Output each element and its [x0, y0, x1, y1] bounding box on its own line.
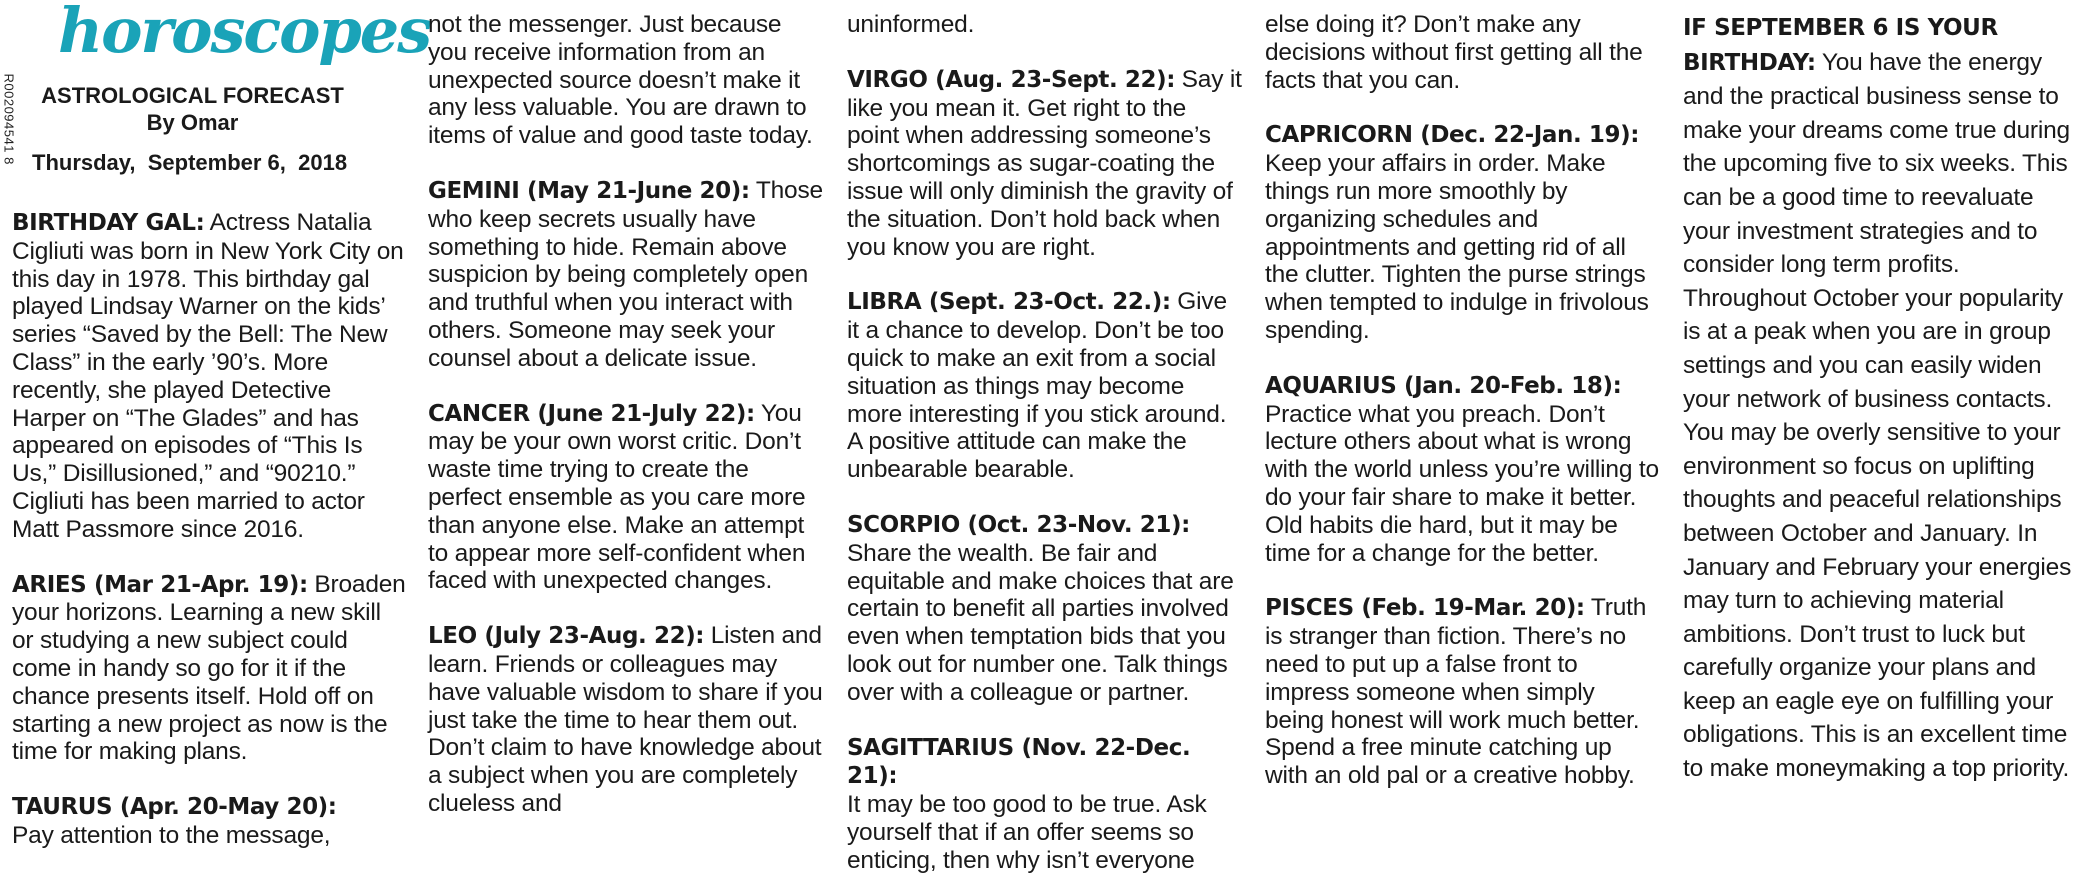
- birthday-forecast-label: IF SEPTEMBER 6 IS YOUR BIRTHDAY:: [1683, 15, 1998, 76]
- taurus-text: Pay attention to the message,: [12, 821, 331, 849]
- gemini-text: Those who keep secrets usually have something to hide. Remain above suspicion by being completely open and truthful when you interact with others. Someone may seek your counsel about a delicate issue.: [428, 176, 823, 372]
- aquarius-text: Practice what you preach. Don’t lecture others about what is wrong with the world unless you’re willing to do your fair share to make it better. Old habits die hard, but it may be time for a change for the better.: [1265, 400, 1659, 567]
- capricorn-label: CAPRICORN (Dec. 22-Jan. 19):: [1265, 122, 1640, 149]
- birthday-forecast-entry: [1683, 11, 2073, 786]
- virgo-text: Say it like you mean it. Get right to the point when addressing someone’s shortcomings as sugar-coating the issue will only diminish the gravity of the situation. Don’t hold back when you know you are right.: [847, 65, 1242, 261]
- pisces-label: PISCES (Feb. 19-Mar. 20):: [1265, 595, 1585, 622]
- gemini-label: GEMINI (May 21-June 20):: [428, 177, 750, 204]
- gemini-entry: [428, 177, 823, 373]
- scorpio-label: SCORPIO (Oct. 23-Nov. 21):: [847, 511, 1190, 538]
- aquarius-entry: [1265, 372, 1660, 568]
- aries-label: ARIES (Mar 21-Apr. 19):: [12, 571, 308, 598]
- leo-continued-text: uninformed.: [847, 11, 975, 38]
- sagittarius-label: SAGITTARIUS (Nov. 22-Dec. 21):: [847, 734, 1191, 790]
- aries-entry: [12, 571, 407, 767]
- birthday-gal-entry: [12, 209, 407, 544]
- taurus-continued: [428, 11, 823, 150]
- sagittarius-continued: [1265, 11, 1660, 94]
- column-3: [847, 11, 1242, 875]
- leo-text: Listen and learn. Friends or colleagues may have valuable wisdom to share if you just take the time to hear them out. Don’t claim to have knowledge about a subject when you are completely clueless and: [428, 622, 823, 817]
- forecast-title: ASTROLOGICAL FORECAST: [41, 83, 344, 108]
- sagittarius-continued-text: else doing it? Don’t make any decisions without first getting all the facts that you can.: [1265, 11, 1643, 94]
- masthead: [0, 0, 431, 205]
- ad-code: R002094541 8: [1, 73, 17, 165]
- aries-text: Broaden your horizons. Learning a new skill or studying a new subject could come in handy so go for it if the chance presents itself. Hold off on starting a new project as now is the time for making plans.: [12, 570, 406, 766]
- byline: By Omar: [146, 110, 239, 135]
- taurus-entry: [12, 793, 407, 850]
- aquarius-label: AQUARIUS (Jan. 20-Feb. 18):: [1265, 372, 1622, 399]
- libra-entry: [847, 288, 1242, 484]
- birthday-gal-label: BIRTHDAY GAL:: [12, 210, 205, 236]
- leo-label: LEO (July 23-Aug. 22):: [428, 623, 705, 650]
- virgo-entry: [847, 66, 1242, 262]
- birthday-forecast-text: You have the energy and the practical business sense to make your dreams come true during the upcoming five to six weeks. This can be a good time to reevaluate your investment strategies and to consider long term profits. Throughout October your popularity is at a peak when you are in group settings and you can easily widen your network of business contacts. You may be overly sensitive to your environment so focus on uplifting thoughts and peaceful relationships between October and January. In January and February your energies may turn to achieving material ambitions. Don’t trust to luck but carefully organize your plans and keep an eagle eye on fulfilling your obligations. This is an excellent time to make moneymaking a top priority.: [1683, 48, 2072, 783]
- cancer-entry: [428, 400, 823, 596]
- capricorn-text: Keep your affairs in order. Make things run more smoothly by organizing schedules and appointments and getting rid of all the clutter. Tighten the purse strings when tempted to indulge in frivolous spending.: [1265, 150, 1649, 344]
- horoscopes-logo: horoscopes: [58, 0, 431, 67]
- scorpio-text: Share the wealth. Be fair and equitable and make choices that are certain to benefit all parties involved even when temptation bids that you look out for number one. Talk things over with a colleague or partner.: [847, 539, 1234, 706]
- birthday-gal-text: Actress Natalia Cigliuti was born in New York City on this day in 1978. This birthday gal played Lindsay Warner on the kids’ series “Saved by the Bell: The New Class” in the early ’90’s. More recently, she played Detective Harper on “The Glades” and has appeared on episodes of “This Is Us,” Disillusioned,” and “90210.” Cigliuti has been married to actor Matt Passmore since 2016.: [12, 209, 404, 543]
- libra-label: LIBRA (Sept. 23-Oct. 22.):: [847, 289, 1171, 316]
- pisces-entry: [1265, 594, 1660, 790]
- capricorn-entry: [1265, 121, 1660, 344]
- pisces-text: Truth is stranger than fiction. There’s no need to put up a false front to impress someone when simply being honest will work much better. Spend a free minute catching up with an old pal or a creative hobby.: [1265, 594, 1647, 790]
- cancer-text: You may be your own worst critic. Don’t waste time trying to create the perfect ensemble as you care more than anyone else. Make an attempt to appear more self-confident when faced with unexpected changes.: [428, 399, 806, 595]
- libra-text: Give it a chance to develop. Don’t be too quick to make an exit from a social situation as things may become more interesting if you stick around. A positive attitude can make the unbearable bearable.: [847, 288, 1227, 484]
- column-4: [1265, 11, 1660, 790]
- leo-entry: [428, 622, 823, 818]
- column-5: [1683, 11, 2073, 786]
- column-1: [12, 209, 407, 877]
- virgo-label: VIRGO (Aug. 23-Sept. 22):: [847, 66, 1176, 93]
- cancer-label: CANCER (June 21-July 22):: [428, 400, 755, 427]
- scorpio-entry: [847, 511, 1242, 707]
- sagittarius-text: It may be too good to be true. Ask yourself that if an offer seems so enticing, then why isn’t everyone: [847, 791, 1207, 874]
- column-2: [428, 11, 823, 818]
- leo-continued: [847, 11, 1242, 39]
- taurus-label: TAURUS (Apr. 20-May 20):: [12, 794, 337, 821]
- taurus-continued-text: not the messenger. Just because you receive information from an unexpected source doesn’t make it any less valuable. You are drawn to items of value and good taste today.: [428, 11, 813, 150]
- dateline: Thursday, September 6, 2018: [32, 150, 348, 175]
- sagittarius-entry: [847, 734, 1242, 875]
